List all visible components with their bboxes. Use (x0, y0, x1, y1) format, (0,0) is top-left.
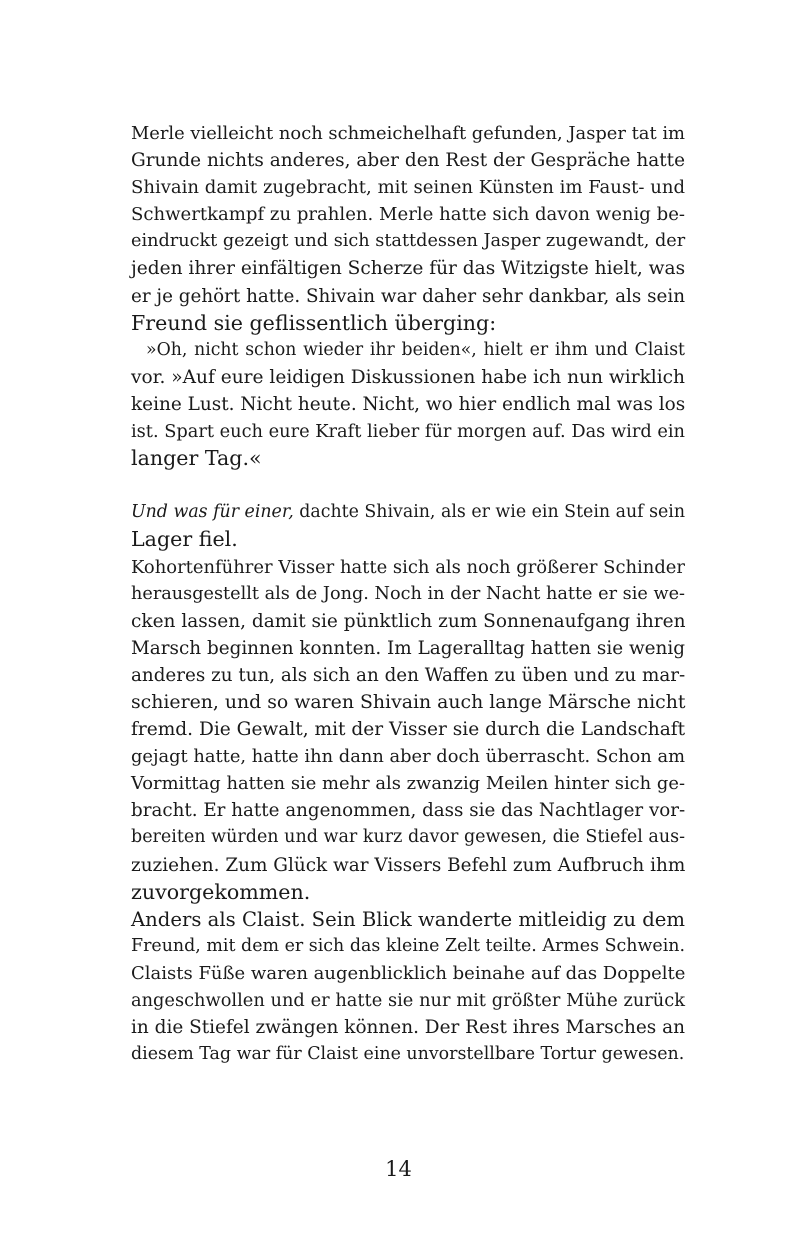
text-line: vor. »Auf eure leidigen Diskussionen habe ich nun wirklich (131, 366, 685, 388)
text-line: keine Lust. Nicht heute. Nicht, wo hier endlich mal was los (131, 393, 686, 415)
text-line: Freund, mit dem er sich das kleine Zelt teilte. Armes Schwein. (131, 935, 685, 956)
page-number: 14 (385, 1157, 412, 1181)
text-line: cken lassen, damit sie pünktlich zum Sonnenaufgang ihren (131, 610, 686, 632)
text-line: »Oh, nicht schon wieder ihr beiden«, hielt er ihm und Claist (146, 339, 685, 360)
text-line: schieren, und so waren Shivain auch lange Märsche nicht (131, 690, 686, 713)
italic-thought: Und was für einer, (131, 502, 294, 523)
text-line: jeden ihrer einfältigen Scherze für das Witzigste hielt, was (131, 258, 686, 280)
text-line: fremd. Die Gewalt, mit der Visser sie durch die Landschaft (131, 719, 686, 741)
text-line: bereiten würden und war kurz davor gewesen, die Stiefel aus- (131, 827, 685, 848)
text-line: Shivain damit zugebracht, mit seinen Künsten im Faust- und (131, 177, 685, 199)
text-line: gejagt hatte, hatte ihn dann aber doch überrascht. Schon am (131, 746, 685, 768)
text-line: Grunde nichts anderes, aber den Rest der Gespräche hatte (131, 150, 685, 172)
text-line: zuvorgekommen. (131, 879, 311, 904)
text-line-continuation: dachte Shivain, als er wie ein Stein auf sein (293, 502, 685, 523)
blank-line (131, 472, 685, 499)
text-line: er je gehört hatte. Shivain war daher sehr dankbar, als sein (131, 285, 685, 307)
body-text (131, 120, 685, 1068)
text-line: Anders als Claist. Sein Blick wanderte mitleidig zu dem (131, 907, 685, 931)
text-line: Marsch beginnen konnten. Im Lageralltag hatten sie wenig (131, 637, 685, 659)
text-line: bracht. Er hatte angenommen, dass sie das Nachtlager vor- (131, 800, 686, 822)
text-line: Lager fiel. (131, 527, 238, 552)
text-line: Kohortenführer Visser hatte sich als noch größerer Schinder (131, 556, 685, 578)
text-line: angeschwollen und er hatte sie nur mit größter Mühe zurück (131, 990, 685, 1011)
text-line: langer Tag.« (131, 446, 262, 471)
text-line: zuziehen. Zum Glück war Vissers Befehl zum Aufbruch ihm (131, 854, 686, 876)
text-line: Freund sie geflissentlich überging: (131, 310, 497, 335)
text-line: eindruckt gezeigt und sich stattdessen Jasper zugewandt, der (131, 231, 686, 252)
text-line: diesem Tag war für Claist eine unvorstellbare Tortur gewesen. (131, 1044, 685, 1065)
text-line: Merle vielleicht noch schmeichelhaft gefunden, Jasper tat im (131, 123, 685, 144)
text-line (131, 499, 685, 526)
text-line: in die Stiefel zwängen können. Der Rest ihres Marsches an (131, 1017, 685, 1039)
text-line: herausgestellt als de Jong. Noch in der Nacht hatte er sie we- (131, 583, 685, 604)
text-line: Claists Füße waren augenblicklich beinahe auf das Doppelte (131, 962, 686, 984)
text-line: ist. Spart euch eure Kraft lieber für morgen auf. Das wird ein (131, 421, 685, 443)
text-line: anderes zu tun, als sich an den Waffen zu üben und zu mar- (131, 664, 686, 686)
text-line: Vormittag hatten sie mehr als zwanzig Meilen hinter sich ge- (131, 773, 685, 795)
text-line: Schwertkampf zu prahlen. Merle hatte sich davon wenig be- (131, 204, 685, 226)
